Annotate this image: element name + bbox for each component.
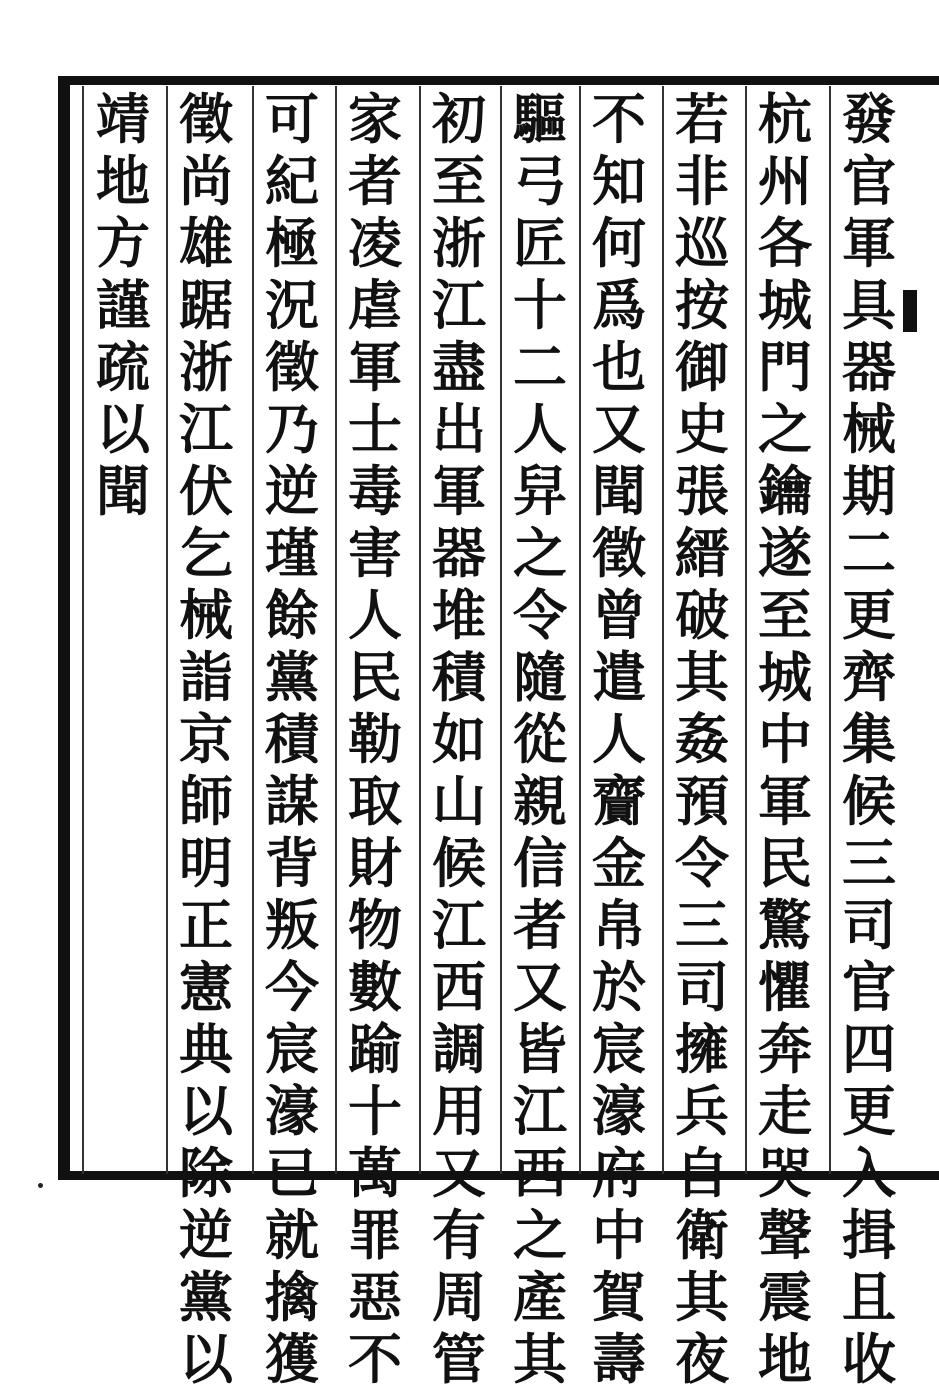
character: 衛 xyxy=(675,1203,729,1267)
character: 揖 xyxy=(842,1203,896,1267)
character: 徵 xyxy=(179,87,233,151)
character: 各 xyxy=(758,211,812,275)
character: 初 xyxy=(432,87,486,151)
character: 雄 xyxy=(179,211,233,275)
text-column-4 xyxy=(580,87,658,1391)
character: 取 xyxy=(348,769,402,833)
character: 勒 xyxy=(348,707,402,771)
character: 二 xyxy=(513,335,567,399)
character: 逆 xyxy=(265,459,319,523)
character: 濠 xyxy=(265,1079,319,1143)
character: 之 xyxy=(513,521,567,585)
character: 數 xyxy=(348,955,402,1019)
character: 姦 xyxy=(675,707,729,771)
character: 巡 xyxy=(675,211,729,275)
character: 詣 xyxy=(179,645,233,709)
character: 鑰 xyxy=(758,459,812,523)
character: 齎 xyxy=(592,769,646,833)
character: 之 xyxy=(513,1203,567,1267)
character: 家 xyxy=(348,87,402,151)
character: 用 xyxy=(432,1079,486,1143)
character: 人 xyxy=(513,397,567,461)
character: 憲 xyxy=(179,955,233,1019)
character: 齊 xyxy=(842,645,896,709)
character: 縉 xyxy=(675,521,729,585)
character: 地 xyxy=(96,149,150,213)
character: 震 xyxy=(758,1265,812,1329)
character: 按 xyxy=(675,273,729,337)
character: 已 xyxy=(265,1141,319,1205)
character: 至 xyxy=(758,583,812,647)
character: 又 xyxy=(432,1141,486,1205)
character: 其 xyxy=(675,645,729,709)
character: 典 xyxy=(179,1017,233,1081)
character: 物 xyxy=(348,893,402,957)
character: 令 xyxy=(675,831,729,895)
character: 宸 xyxy=(265,1017,319,1081)
character: 乃 xyxy=(265,397,319,461)
character: 徵 xyxy=(592,521,646,585)
character: 軍 xyxy=(432,459,486,523)
character: 三 xyxy=(675,893,729,957)
character: 驅 xyxy=(513,87,567,151)
character: 州 xyxy=(758,149,812,213)
character: 奔 xyxy=(758,1017,812,1081)
character: 地 xyxy=(758,1327,812,1391)
character: 如 xyxy=(432,707,486,771)
character: 以 xyxy=(96,397,150,461)
character: 不 xyxy=(592,87,646,151)
character: 除 xyxy=(179,1141,233,1205)
character: 江 xyxy=(513,1079,567,1143)
character: 黨 xyxy=(179,1265,233,1329)
character: 萬 xyxy=(348,1141,402,1205)
character: 弓 xyxy=(513,149,567,213)
character: 軍 xyxy=(842,211,896,275)
character: 御 xyxy=(675,335,729,399)
character: 帛 xyxy=(592,893,646,957)
character: 尚 xyxy=(179,149,233,213)
character: 城 xyxy=(758,645,812,709)
character: 舁 xyxy=(513,459,567,523)
character: 十 xyxy=(513,273,567,337)
character: 曾 xyxy=(592,583,646,647)
character: 踰 xyxy=(348,1017,402,1081)
character: 知 xyxy=(592,149,646,213)
character: 賀 xyxy=(592,1265,646,1329)
character: 可 xyxy=(265,87,319,151)
character: 毒 xyxy=(348,459,402,523)
character: 府 xyxy=(592,1141,646,1205)
character: 況 xyxy=(265,273,319,337)
character: 從 xyxy=(513,707,567,771)
character: 十 xyxy=(348,1079,402,1143)
character: 自 xyxy=(675,1141,729,1205)
character: 背 xyxy=(265,831,319,895)
character: 又 xyxy=(513,955,567,1019)
character: 江 xyxy=(179,397,233,461)
character: 方 xyxy=(96,211,150,275)
text-column-5 xyxy=(501,87,579,1391)
character: 至 xyxy=(432,149,486,213)
character: 張 xyxy=(675,459,729,523)
character: 民 xyxy=(348,645,402,709)
text-column-10 xyxy=(84,88,162,1172)
character: 以 xyxy=(179,1079,233,1143)
character: 中 xyxy=(592,1203,646,1267)
character: 又 xyxy=(592,397,646,461)
character: 黨 xyxy=(265,645,319,709)
character: 走 xyxy=(758,1079,812,1143)
character: 四 xyxy=(842,1017,896,1081)
character: 非 xyxy=(675,149,729,213)
character: 積 xyxy=(432,645,486,709)
character: 且 xyxy=(842,1265,896,1329)
character: 凌 xyxy=(348,211,402,275)
character: 紀 xyxy=(265,149,319,213)
character: 浙 xyxy=(179,335,233,399)
character: 令 xyxy=(513,583,567,647)
character: 壽 xyxy=(592,1327,646,1391)
character: 惡 xyxy=(348,1265,402,1329)
character: 師 xyxy=(179,769,233,833)
character: 入 xyxy=(842,1141,896,1205)
character: 何 xyxy=(592,211,646,275)
character: 集 xyxy=(842,707,896,771)
character: 士 xyxy=(348,397,402,461)
character: 聞 xyxy=(592,459,646,523)
character: 財 xyxy=(348,831,402,895)
character: 罪 xyxy=(348,1203,402,1267)
character: 叛 xyxy=(265,893,319,957)
character: 正 xyxy=(179,893,233,957)
character: 極 xyxy=(265,211,319,275)
character: 江 xyxy=(432,893,486,957)
character: 於 xyxy=(592,955,646,1019)
character: 調 xyxy=(432,1017,486,1081)
character: 人 xyxy=(348,583,402,647)
text-column-9 xyxy=(167,87,245,1391)
character: 器 xyxy=(432,521,486,585)
character: 堆 xyxy=(432,583,486,647)
character: 司 xyxy=(675,955,729,1019)
character: 餘 xyxy=(265,583,319,647)
character: 虐 xyxy=(348,273,402,337)
character: 以 xyxy=(179,1327,233,1391)
character: 史 xyxy=(675,397,729,461)
character: 懼 xyxy=(758,955,812,1019)
character: 三 xyxy=(842,831,896,895)
character: 就 xyxy=(265,1203,319,1267)
character: 軍 xyxy=(758,769,812,833)
character: 明 xyxy=(179,831,233,895)
character: 乞 xyxy=(179,521,233,585)
character: 聞 xyxy=(96,459,150,523)
character: 械 xyxy=(179,583,233,647)
character: 軍 xyxy=(348,335,402,399)
character: 夜 xyxy=(675,1327,729,1391)
character: 者 xyxy=(348,149,402,213)
character: 踞 xyxy=(179,273,233,337)
text-column-6 xyxy=(420,87,498,1391)
character: 收 xyxy=(842,1327,896,1391)
character: 管 xyxy=(432,1327,486,1391)
character: 周 xyxy=(432,1265,486,1329)
character: 爲 xyxy=(592,273,646,337)
character: 產 xyxy=(513,1265,567,1329)
character: 門 xyxy=(758,335,812,399)
character: 城 xyxy=(758,273,812,337)
character: 金 xyxy=(592,831,646,895)
character: 具 xyxy=(842,273,896,337)
character: 山 xyxy=(432,769,486,833)
character: 謀 xyxy=(265,769,319,833)
character: 有 xyxy=(432,1203,486,1267)
text-column-3 xyxy=(663,87,741,1391)
character: 逆 xyxy=(179,1203,233,1267)
character: 候 xyxy=(842,769,896,833)
character: 伏 xyxy=(179,459,233,523)
character: 官 xyxy=(842,955,896,1019)
character: 之 xyxy=(758,397,812,461)
character: 江 xyxy=(432,273,486,337)
character: 更 xyxy=(842,1079,896,1143)
character: 預 xyxy=(675,769,729,833)
character: 二 xyxy=(842,521,896,585)
character: 杭 xyxy=(758,87,812,151)
character: 候 xyxy=(432,831,486,895)
character: 人 xyxy=(592,707,646,771)
character: 西 xyxy=(513,1141,567,1205)
character: 盡 xyxy=(432,335,486,399)
ink-speck xyxy=(38,1183,43,1188)
character: 謹 xyxy=(96,273,150,337)
character: 皆 xyxy=(513,1017,567,1081)
character: 發 xyxy=(842,87,896,151)
character: 親 xyxy=(513,769,567,833)
character: 信 xyxy=(513,831,567,895)
text-column-8 xyxy=(253,87,331,1391)
character: 器 xyxy=(842,335,896,399)
character: 疏 xyxy=(96,335,150,399)
character: 哭 xyxy=(758,1141,812,1205)
character: 驚 xyxy=(758,893,812,957)
character: 破 xyxy=(675,583,729,647)
character: 京 xyxy=(179,707,233,771)
character: 中 xyxy=(758,707,812,771)
character: 民 xyxy=(758,831,812,895)
character: 西 xyxy=(432,955,486,1019)
character: 徵 xyxy=(265,335,319,399)
character: 者 xyxy=(513,893,567,957)
text-column-2 xyxy=(746,87,824,1391)
character: 其 xyxy=(675,1265,729,1329)
character: 聲 xyxy=(758,1203,812,1267)
character: 積 xyxy=(265,707,319,771)
character: 瑾 xyxy=(265,521,319,585)
character: 今 xyxy=(265,955,319,1019)
character: 遂 xyxy=(758,521,812,585)
character: 獲 xyxy=(265,1327,319,1391)
character: 其 xyxy=(513,1327,567,1391)
character: 更 xyxy=(842,583,896,647)
character: 宸 xyxy=(592,1017,646,1081)
character: 官 xyxy=(842,149,896,213)
character: 械 xyxy=(842,397,896,461)
character: 濠 xyxy=(592,1079,646,1143)
character: 兵 xyxy=(675,1079,729,1143)
text-column-1 xyxy=(830,87,908,1391)
character: 出 xyxy=(432,397,486,461)
character: 期 xyxy=(842,459,896,523)
character: 若 xyxy=(675,87,729,151)
character: 擁 xyxy=(675,1017,729,1081)
text-column-7 xyxy=(336,87,414,1391)
character: 匠 xyxy=(513,211,567,275)
character: 浙 xyxy=(432,211,486,275)
character: 司 xyxy=(842,893,896,957)
character: 靖 xyxy=(96,87,150,151)
character: 也 xyxy=(592,335,646,399)
character: 不 xyxy=(348,1327,402,1391)
character: 遣 xyxy=(592,645,646,709)
character: 隨 xyxy=(513,645,567,709)
character: 害 xyxy=(348,521,402,585)
character: 擒 xyxy=(265,1265,319,1329)
